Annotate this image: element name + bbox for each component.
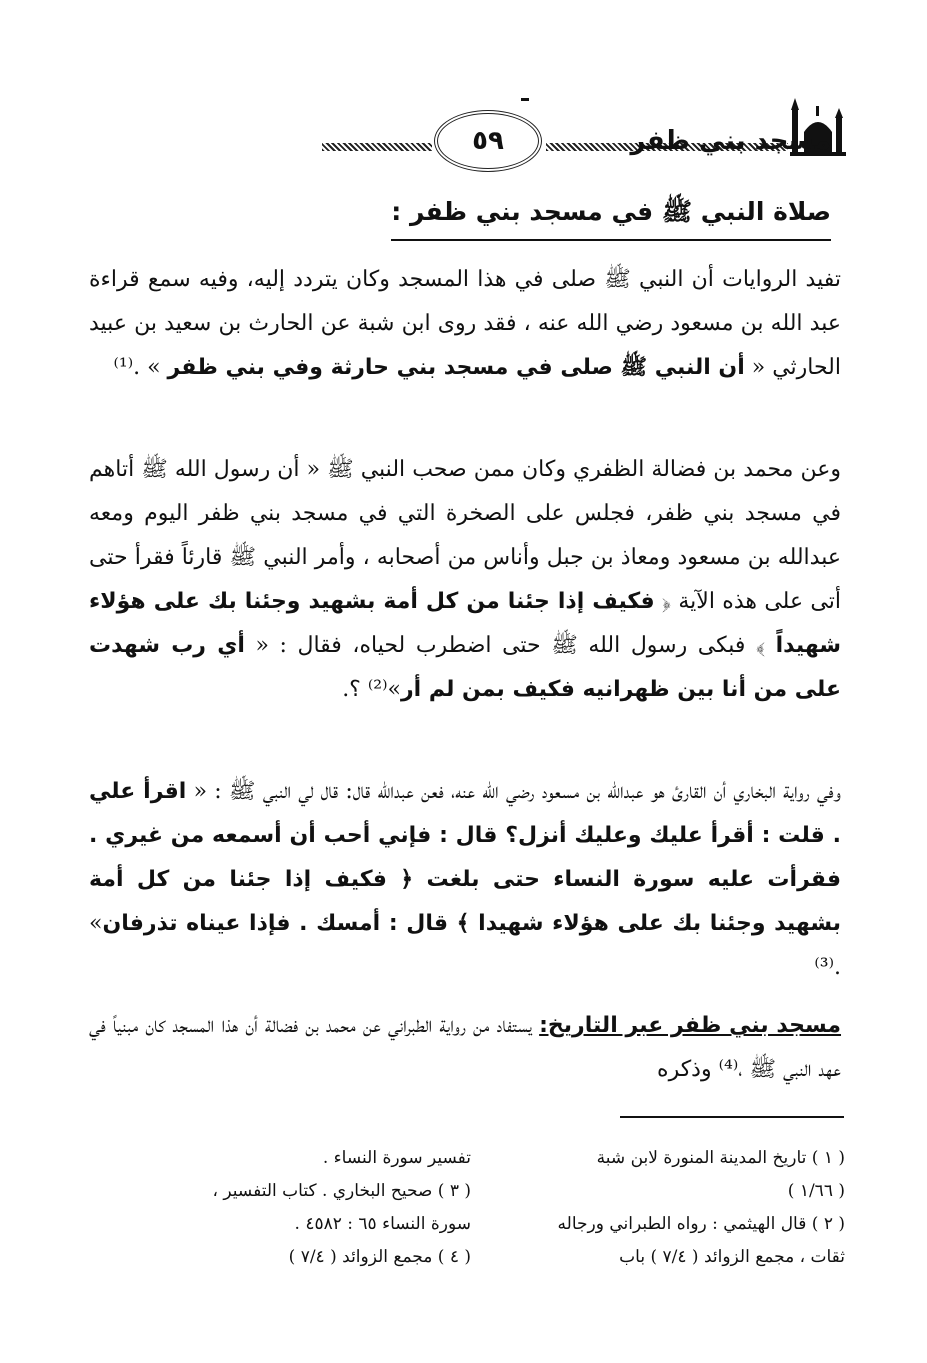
footnote-line: سورة النساء ٦٥ : ٤٥٨٢ . bbox=[294, 1214, 471, 1234]
p1-quote: أن النبي ﷺ صلى في مسجد بني حارثة وفي بني ظفر bbox=[167, 355, 745, 380]
footnote-line: تفسير سورة النساء . bbox=[322, 1148, 471, 1168]
page-header bbox=[0, 88, 927, 198]
paragraph-2 bbox=[89, 448, 841, 712]
footnote-line: ( ٢ ) قال الهيثمي : رواه الطبراني ورجاله bbox=[557, 1214, 845, 1234]
p2-end: »⁽²⁾ ؟. bbox=[342, 677, 401, 702]
paragraph-3 bbox=[89, 770, 841, 990]
p2-mid: ﴾ فبكى رسول الله ﷺ حتى اضطرب لحياه، فقال : « bbox=[244, 633, 776, 658]
header-mark bbox=[521, 98, 529, 101]
p1-text: تفيد الروايات أن النبي ﷺ صلى في هذا المسجد وكان يتردد إليه، وفيه سمع قراءة عبد الله بن مسعود رضي الله عنه ، فقد روى ابن شبة عن الحارث بن سعيد بن عبيد الحارثي « bbox=[89, 267, 841, 380]
p2-text: وعن محمد بن فضالة الظفري وكان ممن صحب النبي ﷺ « أن رسول الله ﷺ أتاهم في مسجد بني ظفر، فجلس على الصخرة التي في مسجد بني ظفر اليوم ومعه عبدالله بن مسعود ومعاذ بن جبل وأناس من أصحابه ، وأمر النبي ﷺ قارئاً فقرأ حتى أتى على هذه الآية ﴿ bbox=[89, 457, 841, 614]
p3-end: » .⁽³⁾ bbox=[89, 911, 841, 980]
page-number: ٥٩ bbox=[472, 126, 504, 156]
p1-end: » .⁽¹⁾ bbox=[113, 355, 168, 380]
history-subheading: مسجد بني ظفر عبر التاريخ: bbox=[539, 1013, 842, 1038]
footnotes-right-column bbox=[505, 1142, 845, 1274]
paragraph-4 bbox=[89, 1004, 841, 1092]
footnote-line: ثقات ، مجمع الزوائد ( ٧/٤ ) باب bbox=[619, 1247, 845, 1267]
footnote-line: ( ١/٦٦ ) bbox=[787, 1181, 845, 1201]
p2-verse: فكيف إذا جئنا من كل أمة بشهيد وجئنا بك على هؤلاء شهيداً bbox=[89, 589, 841, 658]
footnote-line: ( ٣ ) صحيح البخاري . كتاب التفسير ، bbox=[212, 1181, 471, 1201]
running-title: مسجد بني ظفر bbox=[630, 126, 831, 156]
page-number-frame bbox=[434, 110, 542, 172]
footnote-separator bbox=[620, 1116, 844, 1118]
footnote-line: ( ٤ ) مجمع الزوائد ( ٧/٤ ) bbox=[288, 1247, 471, 1267]
p3-text: وفي رواية البخاري أن القارئ هو عبدالله بن مسعود رضي الله عنه، فعن عبدالله قال: قال لي النبي ﷺ : « bbox=[186, 779, 842, 804]
p2-quote: أي رب شهدت على من أنا بين ظهرانيه فكيف بمن لم أر bbox=[89, 633, 841, 702]
section-heading: صلاة النبي ﷺ في مسجد بني ظفر : bbox=[391, 196, 831, 241]
p3-quote: اقرأ علي . قلت : أقرأ عليك وعليك أنزل؟ قال : فإني أحب أن أسمعه من غيري . فقرأت عليه سورة النساء حتى بلغت ﴿ فكيف إذا جئنا من كل أمة بشهيد وجئنا بك على هؤلاء شهيدا ﴾ قال : أمسك . فإذا عيناه تذرفان bbox=[89, 779, 841, 936]
p4-text: يستفاد من رواية الطبراني عن محمد بن فضالة أن هذا المسجد كان مبنياً في عهد النبي ﷺ ،⁽⁴⁾ وذكره bbox=[89, 1013, 841, 1082]
footnote-line: ( ١ ) تاريخ المدينة المنورة لابن شبة bbox=[596, 1148, 845, 1168]
footnotes-left-column bbox=[131, 1142, 471, 1274]
paragraph-1 bbox=[89, 258, 841, 390]
header-rule-left bbox=[322, 143, 432, 151]
